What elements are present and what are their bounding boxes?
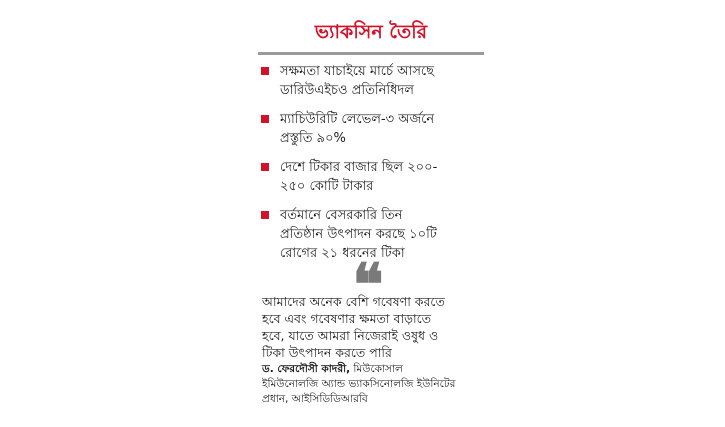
bullet-text-line: প্রস্তুতি ৯০% (280, 131, 346, 146)
bullet-text-line: বর্তমানে বেসরকারি তিন (280, 208, 403, 223)
bullet-text-line: ম্যাচিউরিটি লেভেল-৩ অর্জনে (280, 112, 435, 127)
quote-line: হবে, যাতে আমরা নিজেরাই ওষুধ ও (262, 328, 439, 343)
quote-mark-icon: ❝ (352, 251, 384, 319)
attribution-role: মিউকোসাল (350, 363, 403, 375)
bullet-square-icon (261, 67, 269, 75)
bullet-square-icon (261, 115, 269, 123)
quote-attribution (262, 362, 484, 407)
bullet-square-icon (261, 163, 269, 171)
attribution-line: ইমিউনোলজি অ্যান্ড ভ্যাকসিনোলজি ইউনিটের (262, 378, 456, 390)
bullet-text-line: ডারিউএইচও প্রতিনিধিদল (280, 83, 414, 98)
bullet-text-line: রোগের ২১ ধরনের টিকা (280, 246, 405, 261)
quote-text (262, 293, 484, 361)
panel-title: ভ্যাকসিন তৈরি (314, 21, 428, 43)
quote-line: টিকা উৎপাদন করতে পারি (262, 345, 392, 360)
bullet-square-icon (261, 211, 269, 219)
attribution-line: প্রধান, আইসিডিডিআরবি (262, 393, 368, 405)
bullet-item (258, 110, 484, 148)
attribution-line (262, 362, 484, 377)
bullet-text-line: প্রতিষ্ঠান উৎপাদন করছে ১০টি (280, 227, 437, 242)
attribution-name: ড. ফেরদৌসী কাদরী, (262, 363, 351, 375)
bullet-item (258, 158, 484, 196)
bullet-list (258, 62, 484, 273)
bullet-item (258, 62, 484, 100)
bullet-text-line: দেশে টিকার বাজার ছিল ২০০- (280, 160, 438, 175)
title-divider (258, 52, 484, 55)
bullet-text-line: ২৫০ কোটি টাকার (280, 179, 374, 194)
quote-line: আমাদের অনেক বেশি গবেষণা করতে (262, 294, 445, 309)
quote-line: হবে এবং গবেষণার ক্ষমতা বাড়াতে (262, 311, 432, 326)
bullet-text-line: সক্ষমতা যাচাইয়ে মার্চে আসছে (280, 64, 435, 79)
vaccine-info-panel (258, 0, 484, 427)
